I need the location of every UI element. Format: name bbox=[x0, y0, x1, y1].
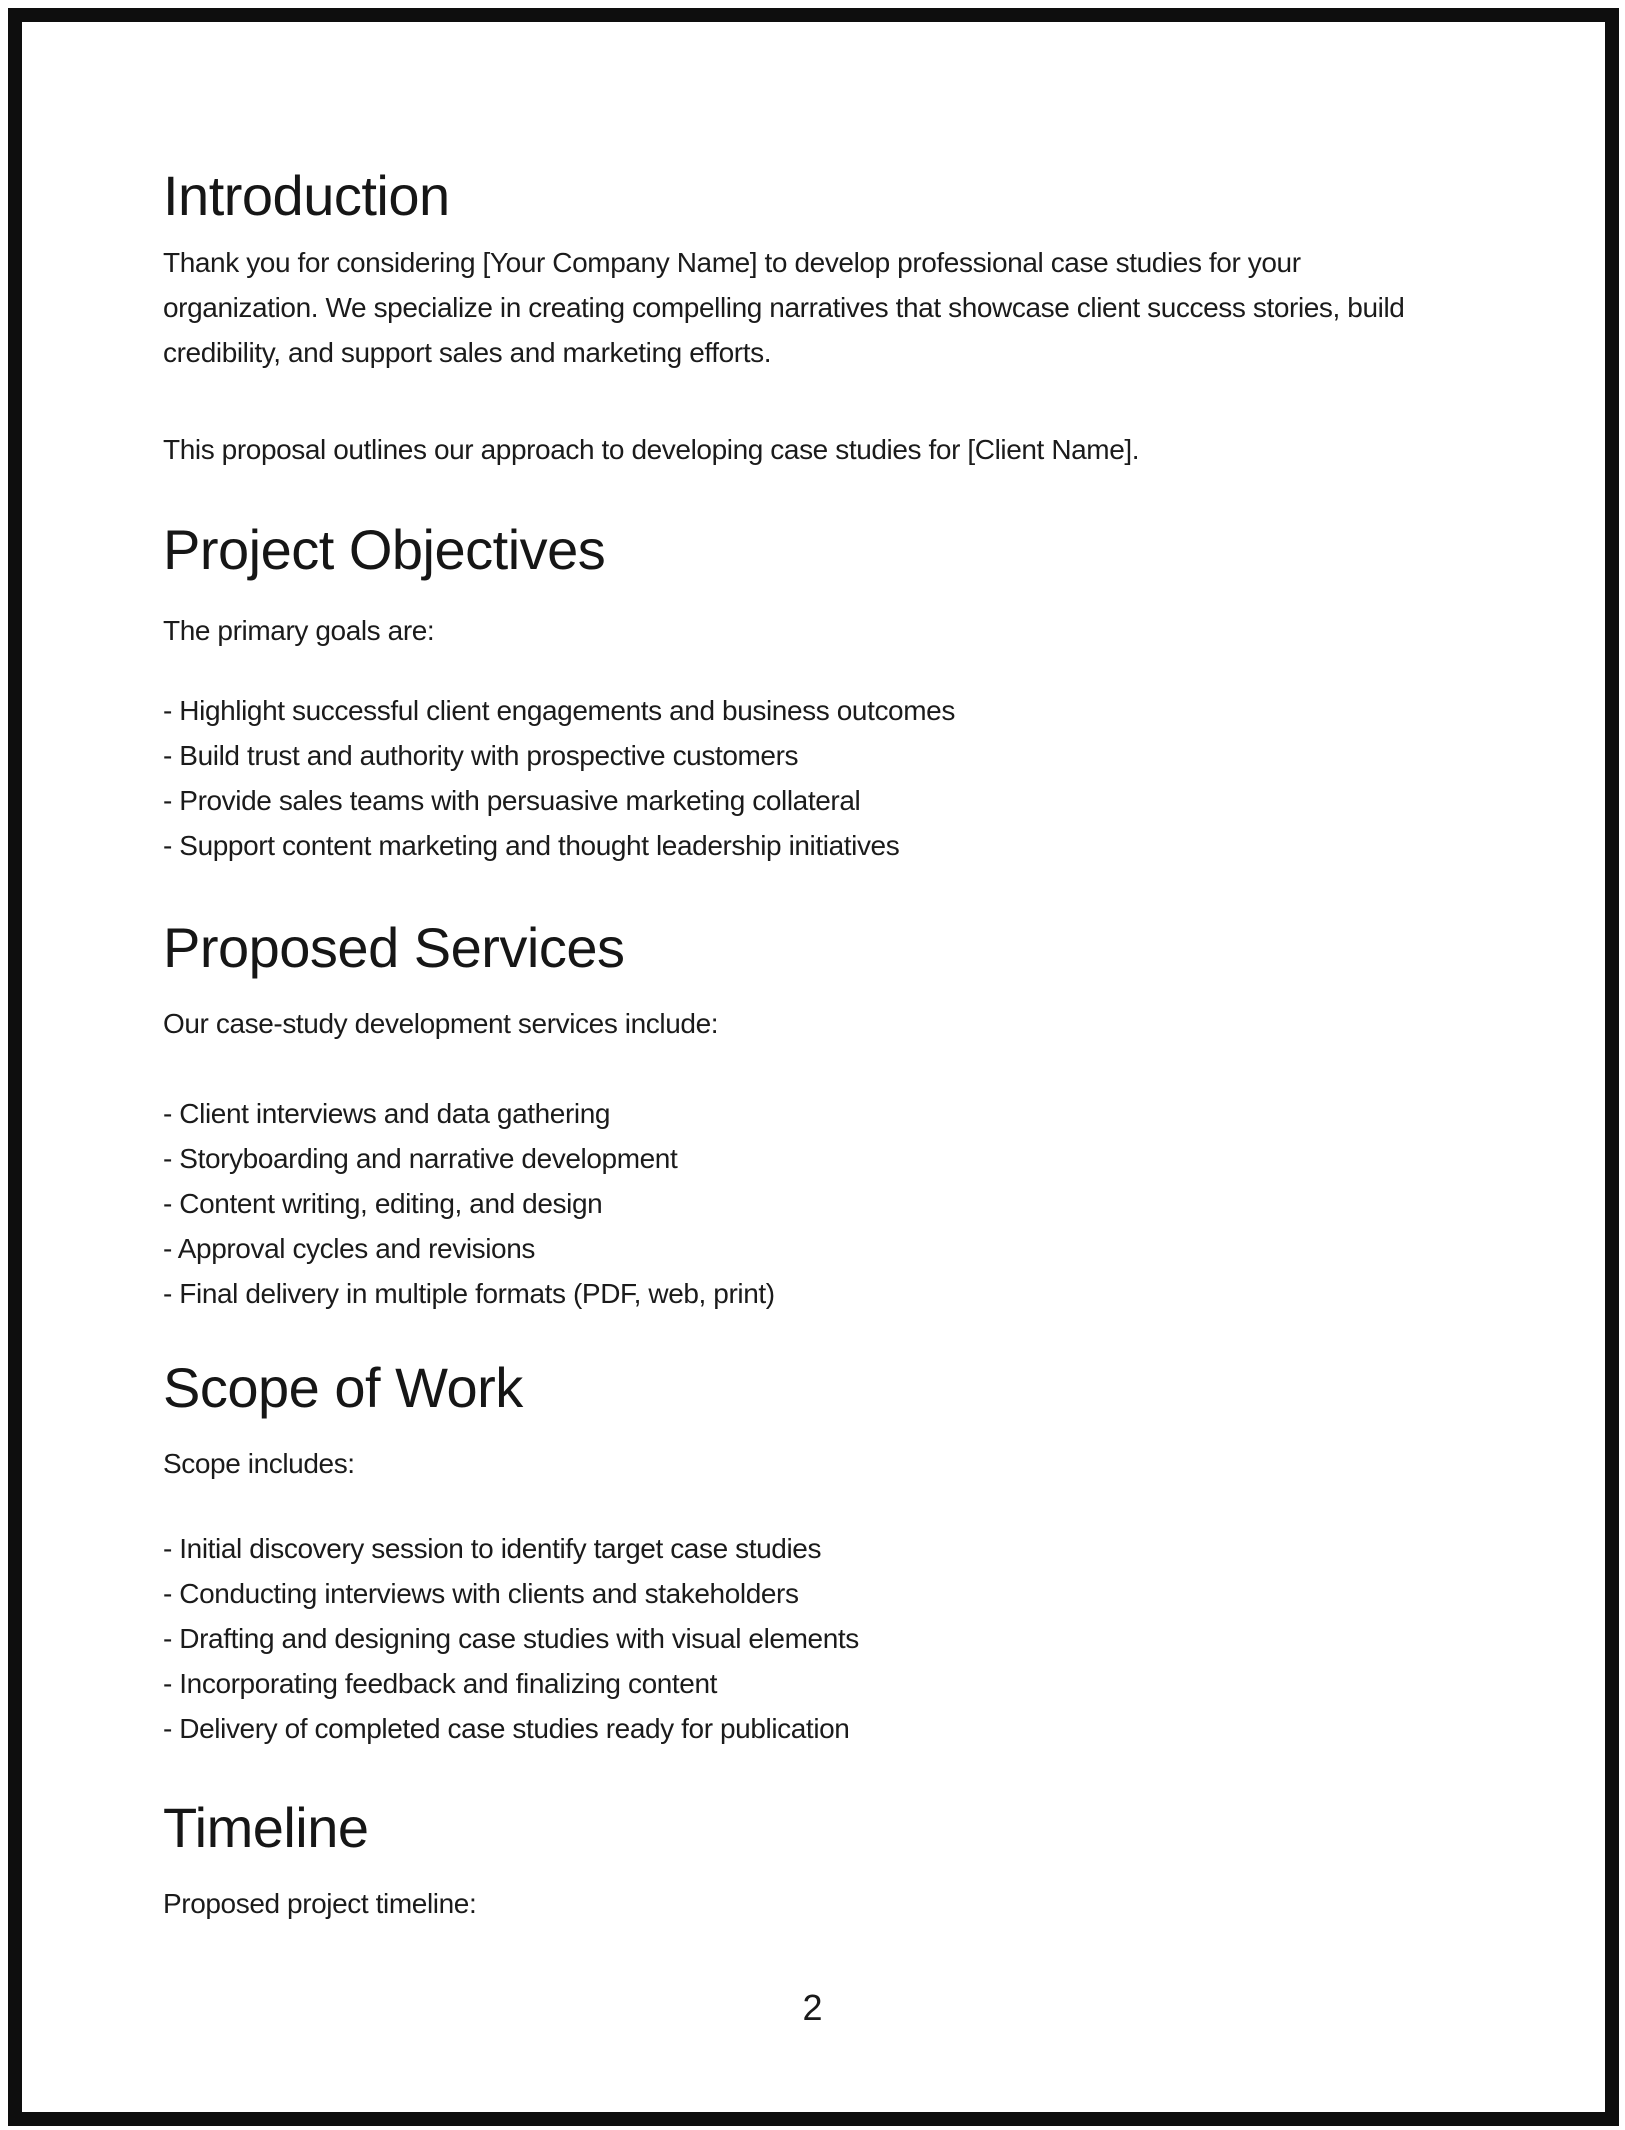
intro-paragraph-2 bbox=[163, 427, 1139, 472]
list-item: - Delivery of completed case studies ready for publication bbox=[163, 1713, 850, 1744]
list-item: - Final delivery in multiple formats (PDF, web, print) bbox=[163, 1278, 775, 1309]
list-item: - Highlight successful client engagements and business outcomes bbox=[163, 695, 955, 726]
list-item: - Storyboarding and narrative development bbox=[163, 1143, 678, 1174]
list-item: - Client interviews and data gathering bbox=[163, 1098, 611, 1129]
list-item: - Initial discovery session to identify target case studies bbox=[163, 1533, 822, 1564]
list-item: - Incorporating feedback and finalizing content bbox=[163, 1668, 718, 1699]
section-heading-timeline: Timeline bbox=[163, 1796, 369, 1859]
list-item: - Approval cycles and revisions bbox=[163, 1233, 535, 1264]
list-item: - Provide sales teams with persuasive marketing collateral bbox=[163, 785, 861, 816]
intro-paragraph-1 bbox=[163, 240, 1404, 375]
list-item: - Conducting interviews with clients and stakeholders bbox=[163, 1578, 799, 1609]
paragraph-line: This proposal outlines our approach to developing case studies for [Client Name]. bbox=[163, 434, 1140, 465]
section-heading-scope-of-work: Scope of Work bbox=[163, 1356, 523, 1419]
list-item: - Content writing, editing, and design bbox=[163, 1188, 603, 1219]
timeline-lead bbox=[163, 1881, 476, 1926]
list-item: - Support content marketing and thought leadership initiatives bbox=[163, 830, 900, 861]
paragraph-line: credibility, and support sales and marketing efforts. bbox=[163, 337, 772, 368]
paragraph-line: Proposed project timeline: bbox=[163, 1888, 477, 1919]
paragraph-line: Thank you for considering [Your Company Name] to develop professional case studies for your bbox=[163, 247, 1301, 278]
project-objectives-lead bbox=[163, 608, 434, 653]
section-heading-project-objectives: Project Objectives bbox=[163, 518, 606, 581]
project-objectives-list bbox=[163, 688, 955, 868]
proposed-services-list bbox=[163, 1091, 775, 1316]
proposed-services-lead bbox=[163, 1001, 718, 1046]
section-heading-introduction: Introduction bbox=[163, 164, 450, 227]
scope-of-work-list bbox=[163, 1526, 859, 1751]
paragraph-line: organization. We specialize in creating compelling narratives that showcase client success stories, build bbox=[163, 292, 1405, 323]
list-item: - Build trust and authority with prospective customers bbox=[163, 740, 799, 771]
page-number: 2 bbox=[802, 1987, 823, 2028]
scope-of-work-lead bbox=[163, 1441, 355, 1486]
paragraph-line: Our case-study development services include: bbox=[163, 1008, 719, 1039]
paragraph-line: Scope includes: bbox=[163, 1448, 355, 1479]
list-item: - Drafting and designing case studies with visual elements bbox=[163, 1623, 859, 1654]
section-heading-proposed-services: Proposed Services bbox=[163, 916, 625, 979]
paragraph-line: The primary goals are: bbox=[163, 615, 435, 646]
